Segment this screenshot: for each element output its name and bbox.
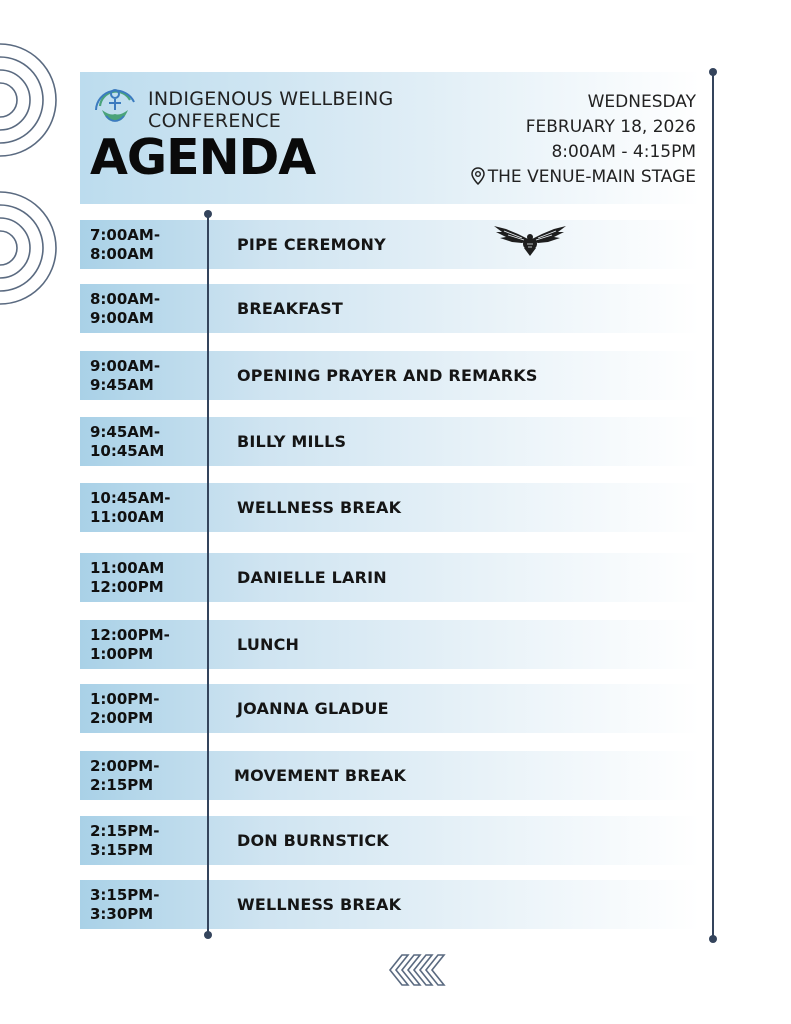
agenda-time-start: 8:00AM- [90,290,161,308]
agenda-time-end: 9:45AM [90,376,154,394]
agenda-session: BILLY MILLS [237,432,347,451]
chevrons-left-icon [386,953,446,987]
event-day: WEDNESDAY [587,92,696,112]
agenda-time-start: 11:00AM [90,559,165,577]
agenda-session: JOANNA GLADUE [237,699,389,718]
event-info [471,90,696,190]
event-date: FEBRUARY 18, 2026 [525,117,696,137]
agenda-row [80,351,700,400]
conference-name [148,88,394,132]
agenda-time [90,489,205,527]
right-border-line [712,72,714,939]
agenda-time-end: 9:00AM [90,309,154,327]
agenda-session: DON BURNSTICK [237,831,389,850]
agenda-session: WELLNESS BREAK [237,895,402,914]
agenda-row [80,816,700,865]
event-time-range: 8:00AM - 4:15PM [551,142,696,162]
agenda-row [80,417,700,466]
agenda-time-start: 10:45AM- [90,489,171,507]
agenda-time-end: 11:00AM [90,508,165,526]
agenda-time-start: 7:00AM- [90,226,161,244]
agenda-session: DANIELLE LARIN [237,568,387,587]
agenda-session: LUNCH [237,635,300,654]
agenda-time [90,822,205,860]
agenda-time [90,357,205,395]
agenda-time [90,226,205,264]
decorative-rings [0,0,70,320]
agenda-session: WELLNESS BREAK [237,498,402,517]
agenda-time-end: 8:00AM [90,245,154,263]
agenda-row [80,880,700,929]
agenda-row [80,284,700,333]
right-line-bottom-dot [709,935,717,943]
agenda-time-start: 1:00PM- [90,690,160,708]
agenda-time-start: 12:00PM- [90,626,170,644]
event-venue-line [471,165,696,190]
conference-name-line2: CONFERENCE [148,110,282,132]
agenda-time-start: 3:15PM- [90,886,160,904]
agenda-time [90,423,205,461]
agenda-time [90,690,205,728]
agenda-row [80,751,700,800]
agenda-time-start: 9:00AM- [90,357,161,375]
agenda-session: PIPE CEREMONY [237,235,386,254]
agenda-row [80,483,700,532]
agenda-time [90,626,205,664]
agenda-row [80,220,700,269]
agenda-time-end: 10:45AM [90,442,165,460]
timeline-top-dot [204,210,212,218]
agenda-time [90,290,205,328]
agenda-time [90,559,205,597]
agenda-time-end: 2:15PM [90,776,154,794]
agenda-time-end: 3:30PM [90,905,154,923]
wellbeing-logo-icon [90,80,140,128]
header-banner [80,72,700,204]
timeline-line [207,214,209,935]
agenda-session: MOVEMENT BREAK [234,766,407,785]
agenda-row [80,684,700,733]
agenda-time-start: 2:00PM- [90,757,160,775]
agenda-time-end: 1:00PM [90,645,154,663]
agenda-row [80,620,700,669]
agenda-time-end: 3:15PM [90,841,154,859]
event-venue: THE VENUE-MAIN STAGE [487,167,696,187]
location-pin-icon [471,167,485,185]
agenda-row [80,553,700,602]
agenda-time-start: 9:45AM- [90,423,161,441]
agenda-time-end: 12:00PM [90,578,164,596]
agenda-session: BREAKFAST [237,299,343,318]
conference-name-line1: INDIGENOUS WELLBEING [148,88,394,110]
agenda-time-end: 2:00PM [90,709,154,727]
agenda-time-start: 2:15PM- [90,822,160,840]
agenda-time [90,886,205,924]
timeline-bottom-dot [204,931,212,939]
eagle-icon [492,226,568,256]
right-line-top-dot [709,68,717,76]
page-title: AGENDA [90,129,316,186]
agenda-time [90,757,205,795]
agenda-session: OPENING PRAYER AND REMARKS [237,366,538,385]
